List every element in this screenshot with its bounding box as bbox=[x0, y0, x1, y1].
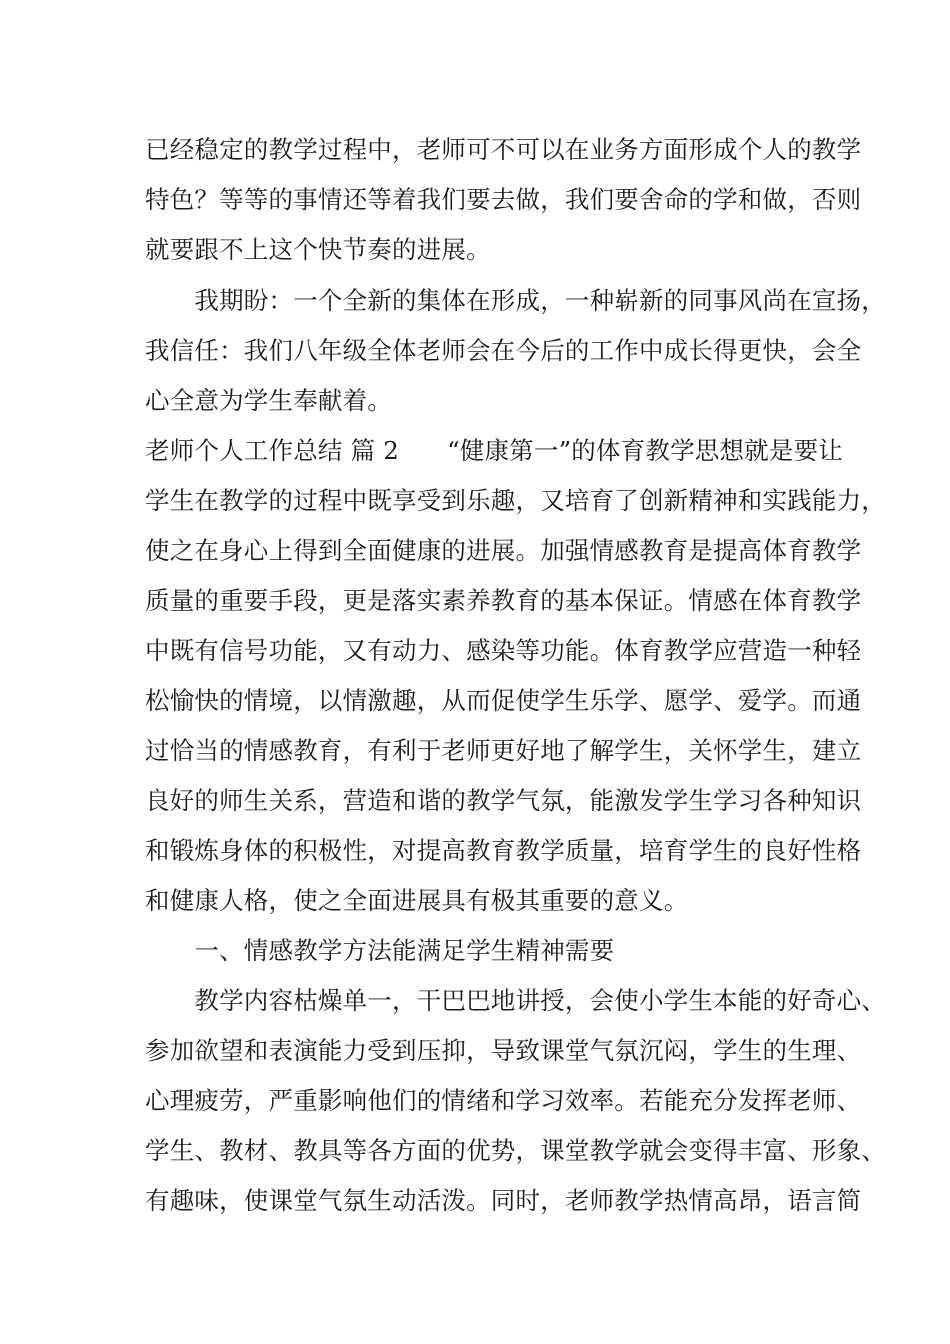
text-line: 有趣味，使课堂气氛生动活泼。同时，老师教学热情高昂，语言简 bbox=[145, 1186, 862, 1215]
text-line: 我期盼：一个全新的集体在形成，一种崭新的同事风尚在宣扬， bbox=[145, 286, 886, 315]
text-line: 特色？等等的事情还等着我们要去做，我们要舍命的学和做，否则 bbox=[145, 185, 862, 214]
text-line: 学生、教材、教具等各方面的优势，课堂教学就会变得丰富、形象、 bbox=[145, 1136, 886, 1165]
text-line: 良好的师生关系，营造和谐的教学气氛，能激发学生学习各种知识 bbox=[145, 786, 862, 815]
text-line: 过恰当的情感教育，有利于老师更好地了解学生，关怀学生，建立 bbox=[145, 736, 862, 765]
text-line: 和健康人格，使之全面进展具有极其重要的意义。 bbox=[145, 886, 689, 915]
text-line: 质量的重要手段，更是落实素养教育的基本保证。情感在体育教学 bbox=[145, 586, 862, 615]
text-line: 就要跟不上这个快节奏的进展。 bbox=[145, 235, 491, 264]
text-line: 使之在身心上得到全面健康的进展。加强情感教育是提高体育教学 bbox=[145, 536, 862, 565]
section-heading-text: “健康第一”的体育教学思想就是要让 bbox=[447, 436, 844, 465]
text-line: 我信任：我们八年级全体老师会在今后的工作中成长得更快，会全 bbox=[145, 336, 862, 365]
text-line: 参加欲望和表演能力受到压抑，导致课堂气氛沉闷，学生的生理、 bbox=[145, 1036, 862, 1065]
subheading-line: 一、情感教学方法能满足学生精神需要 bbox=[145, 936, 615, 965]
text-line: 中既有信号功能，又有动力、感染等功能。体育教学应营造一种轻 bbox=[145, 636, 862, 665]
text-line: 学生在教学的过程中既享受到乐趣，又培育了创新精神和实践能力， bbox=[145, 486, 886, 515]
text-line: 已经稳定的教学过程中，老师可不可以在业务方面形成个人的教学 bbox=[145, 135, 862, 164]
section-heading-title: 老师个人工作总结 篇 2 bbox=[145, 436, 400, 465]
text-line: 心理疲劳，严重影响他们的情绪和学习效率。若能充分发挥老师、 bbox=[145, 1086, 862, 1115]
section-heading-line bbox=[145, 435, 844, 467]
text-line: 和锻炼身体的积极性，对提高教育教学质量，培育学生的良好性格 bbox=[145, 836, 862, 865]
text-line: 心全意为学生奉献着。 bbox=[145, 386, 392, 415]
text-line: 教学内容枯燥单一，干巴巴地讲授，会使小学生本能的好奇心、 bbox=[145, 986, 886, 1015]
text-line: 松愉快的情境，以情激趣，从而促使学生乐学、愿学、爱学。而通 bbox=[145, 686, 862, 715]
